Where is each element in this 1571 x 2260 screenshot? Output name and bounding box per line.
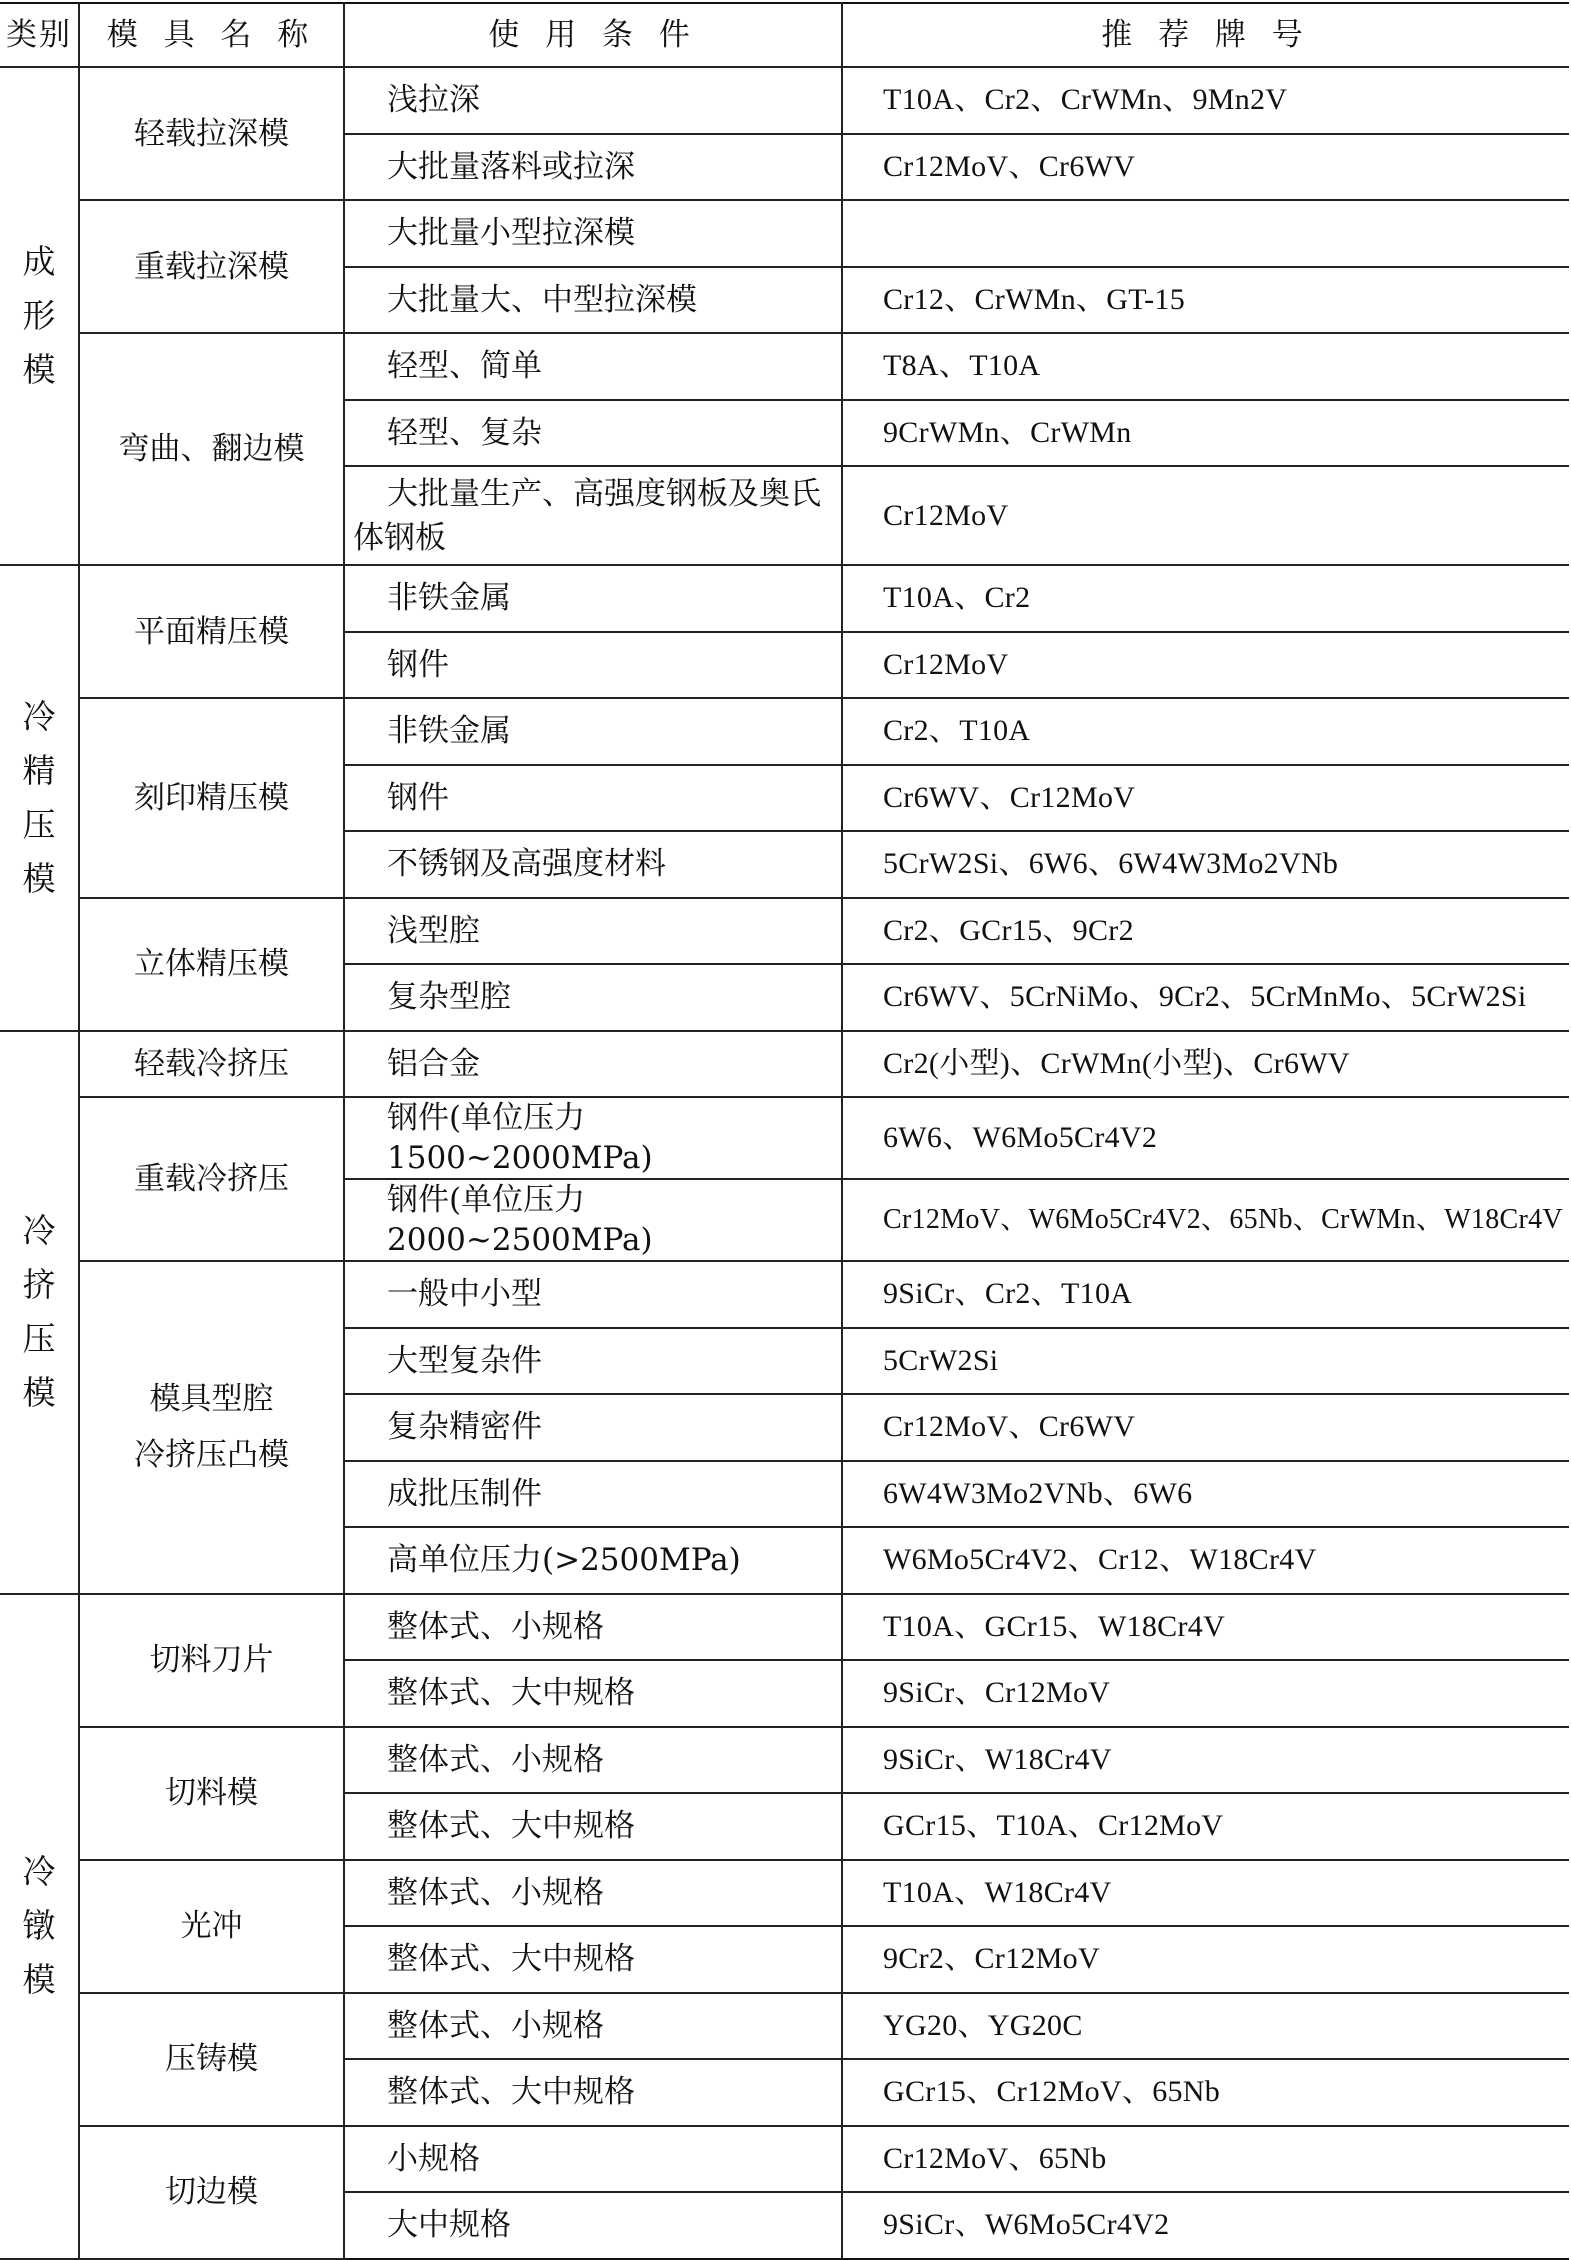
category-cell (0, 1031, 79, 1594)
grade-cell: 5CrW2Si、6W6、6W4W3Mo2VNb (842, 831, 1569, 898)
mold-name-cell (79, 698, 344, 898)
mold-name-cell (79, 1993, 344, 2126)
table-row (0, 698, 1569, 765)
mold-name-line: 切边模 (165, 2174, 258, 2210)
mold-name-cell (79, 2126, 344, 2259)
grade-cell: T10A、GCr15、W18Cr4V (842, 1594, 1569, 1661)
category-cell (0, 1594, 79, 2259)
category-char: 冷 (22, 1211, 56, 1250)
header-category: 类别 (0, 3, 79, 67)
condition-cell: 钢件 (344, 765, 842, 832)
mold-name-line: 轻载冷挤压 (134, 1045, 289, 1082)
grade-cell: T10A、W18Cr4V (842, 1860, 1569, 1927)
mold-name-cell (79, 67, 344, 200)
mold-name-cell (79, 1860, 344, 1993)
table-row (0, 1261, 1569, 1328)
table-row (0, 1727, 1569, 1794)
table-row (0, 67, 1569, 134)
table-row (0, 1860, 1569, 1927)
mold-name-line: 轻载拉深模 (134, 115, 289, 152)
grade-cell: Cr12MoV (842, 632, 1569, 699)
condition-cell: 轻型、简单 (344, 333, 842, 400)
condition-cell: 整体式、大中规格 (344, 2059, 842, 2126)
grade-cell (842, 200, 1569, 267)
mold-name-line: 立体精压模 (134, 946, 289, 982)
category-char: 精 (22, 750, 56, 790)
grade-cell: 9CrWMn、CrWMn (842, 400, 1569, 467)
grade-cell: 9SiCr、W6Mo5Cr4V2 (842, 2192, 1569, 2259)
condition-cell: 大型复杂件 (344, 1328, 842, 1395)
mold-name-cell (79, 898, 344, 1031)
condition-cell: 整体式、大中规格 (344, 1660, 842, 1727)
grade-cell: Cr12MoV (842, 466, 1569, 565)
table-row (0, 333, 1569, 400)
condition-cell: 铝合金 (344, 1031, 842, 1098)
condition-cell: 大中规格 (344, 2192, 842, 2259)
grade-cell: YG20、YG20C (842, 1993, 1569, 2060)
table-row (0, 1031, 1569, 1098)
grade-cell: 9SiCr、W18Cr4V (842, 1727, 1569, 1794)
header-mold-name: 模 具 名 称 (79, 3, 344, 67)
header-grade: 推 荐 牌 号 (842, 3, 1569, 67)
grade-cell: GCr15、Cr12MoV、65Nb (842, 2059, 1569, 2126)
category-char: 形 (22, 296, 56, 335)
category-cell (0, 565, 79, 1031)
category-char: 镦 (22, 1906, 56, 1945)
category-char: 模 (22, 350, 56, 389)
category-cell (0, 67, 79, 565)
grade-cell: W6Mo5Cr4V2、Cr12、W18Cr4V (842, 1527, 1569, 1594)
mold-name-line: 切料模 (165, 1775, 258, 1811)
category-char: 模 (22, 1960, 56, 1999)
condition-cell: 大批量大、中型拉深模 (344, 267, 842, 334)
condition-cell: 整体式、小规格 (344, 1860, 842, 1927)
mold-name-line: 光冲 (180, 1908, 243, 1944)
mold-name-cell (79, 333, 344, 565)
condition-cell: 整体式、大中规格 (344, 1926, 842, 1993)
table-row (0, 1993, 1569, 2060)
grade-cell: 5CrW2Si (842, 1328, 1569, 1395)
condition-cell: 复杂型腔 (344, 964, 842, 1031)
condition-cell: 非铁金属 (344, 565, 842, 632)
condition-cell: 整体式、小规格 (344, 1727, 842, 1794)
grade-cell: T8A、T10A (842, 333, 1569, 400)
condition-cell: 非铁金属 (344, 698, 842, 765)
grade-cell: 9SiCr、Cr12MoV (842, 1660, 1569, 1727)
mold-name-line: 切料刀片 (149, 1642, 274, 1678)
grade-cell: Cr12MoV、W6Mo5Cr4V2、65Nb、CrWMn、W18Cr4V (842, 1179, 1569, 1261)
table-row (0, 1594, 1569, 1661)
table-row (0, 2126, 1569, 2193)
condition-cell: 整体式、小规格 (344, 1594, 842, 1661)
condition-cell: 不锈钢及高强度材料 (344, 831, 842, 898)
grade-cell: 9Cr2、Cr12MoV (842, 1926, 1569, 1993)
mold-name-line: 重载冷挤压 (134, 1161, 289, 1197)
grade-cell: Cr6WV、Cr12MoV (842, 765, 1569, 832)
mold-steel-table (0, 2, 1569, 2260)
grade-cell: Cr12、CrWMn、GT-15 (842, 267, 1569, 334)
table-row (0, 1097, 1569, 1179)
condition-cell: 大批量生产、高强度钢板及奥氏体钢板 (344, 466, 842, 565)
condition-cell: 整体式、大中规格 (344, 1793, 842, 1860)
condition-cell: 一般中小型 (344, 1261, 842, 1328)
mold-name-line: 弯曲、翻边模 (118, 431, 305, 467)
condition-cell: 整体式、小规格 (344, 1993, 842, 2060)
category-char: 压 (22, 1319, 56, 1358)
grade-cell: Cr12MoV、65Nb (842, 2126, 1569, 2193)
condition-cell: 浅型腔 (344, 898, 842, 965)
category-char: 压 (22, 804, 56, 844)
header-condition: 使 用 条 件 (344, 3, 842, 67)
table-row (0, 200, 1569, 267)
category-char: 模 (22, 1373, 56, 1412)
mold-name-line: 冷挤压凸模 (134, 1437, 289, 1474)
header-row (0, 3, 1569, 67)
grade-cell: GCr15、T10A、Cr12MoV (842, 1793, 1569, 1860)
category-char: 冷 (22, 1852, 56, 1891)
mold-name-cell (79, 1261, 344, 1594)
condition-cell: 大批量落料或拉深 (344, 134, 842, 201)
condition-cell: 大批量小型拉深模 (344, 200, 842, 267)
condition-cell: 钢件(单位压力1500~2000MPa) (344, 1097, 842, 1179)
mold-name-cell (79, 565, 344, 698)
table-row (0, 565, 1569, 632)
category-char: 成 (22, 242, 56, 281)
grade-cell: T10A、Cr2、CrWMn、9Mn2V (842, 67, 1569, 134)
mold-name-line: 模具型腔 (149, 1381, 274, 1418)
grade-cell: Cr2、T10A (842, 698, 1569, 765)
grade-cell: Cr2、GCr15、9Cr2 (842, 898, 1569, 965)
mold-name-line: 平面精压模 (134, 613, 289, 650)
mold-name-cell (79, 1594, 344, 1727)
category-char: 模 (22, 858, 56, 898)
condition-cell: 浅拉深 (344, 67, 842, 134)
grade-cell: 9SiCr、Cr2、T10A (842, 1261, 1569, 1328)
grade-cell: T10A、Cr2 (842, 565, 1569, 632)
grade-cell: Cr12MoV、Cr6WV (842, 1394, 1569, 1461)
mold-name-line: 压铸模 (165, 2041, 258, 2077)
condition-cell: 轻型、复杂 (344, 400, 842, 467)
mold-name-cell (79, 200, 344, 333)
condition-cell: 钢件 (344, 632, 842, 699)
grade-cell: 6W6、W6Mo5Cr4V2 (842, 1097, 1569, 1179)
condition-cell: 高单位压力(>2500MPa) (344, 1527, 842, 1594)
condition-cell: 钢件(单位压力2000~2500MPa) (344, 1179, 842, 1261)
mold-name-line: 重载拉深模 (134, 248, 289, 285)
condition-cell: 成批压制件 (344, 1461, 842, 1528)
grade-cell: Cr6WV、5CrNiMo、9Cr2、5CrMnMo、5CrW2Si (842, 964, 1569, 1031)
category-char: 冷 (22, 696, 56, 736)
table-row (0, 898, 1569, 965)
mold-name-cell (79, 1031, 344, 1098)
condition-cell: 小规格 (344, 2126, 842, 2193)
grade-cell: 6W4W3Mo2VNb、6W6 (842, 1461, 1569, 1528)
table-body (0, 67, 1569, 2259)
condition-cell: 复杂精密件 (344, 1394, 842, 1461)
mold-name-cell (79, 1097, 344, 1261)
category-char: 挤 (22, 1265, 56, 1304)
mold-name-cell (79, 1727, 344, 1860)
grade-cell: Cr2(小型)、CrWMn(小型)、Cr6WV (842, 1031, 1569, 1098)
mold-name-line: 刻印精压模 (134, 779, 289, 816)
grade-cell: Cr12MoV、Cr6WV (842, 134, 1569, 201)
